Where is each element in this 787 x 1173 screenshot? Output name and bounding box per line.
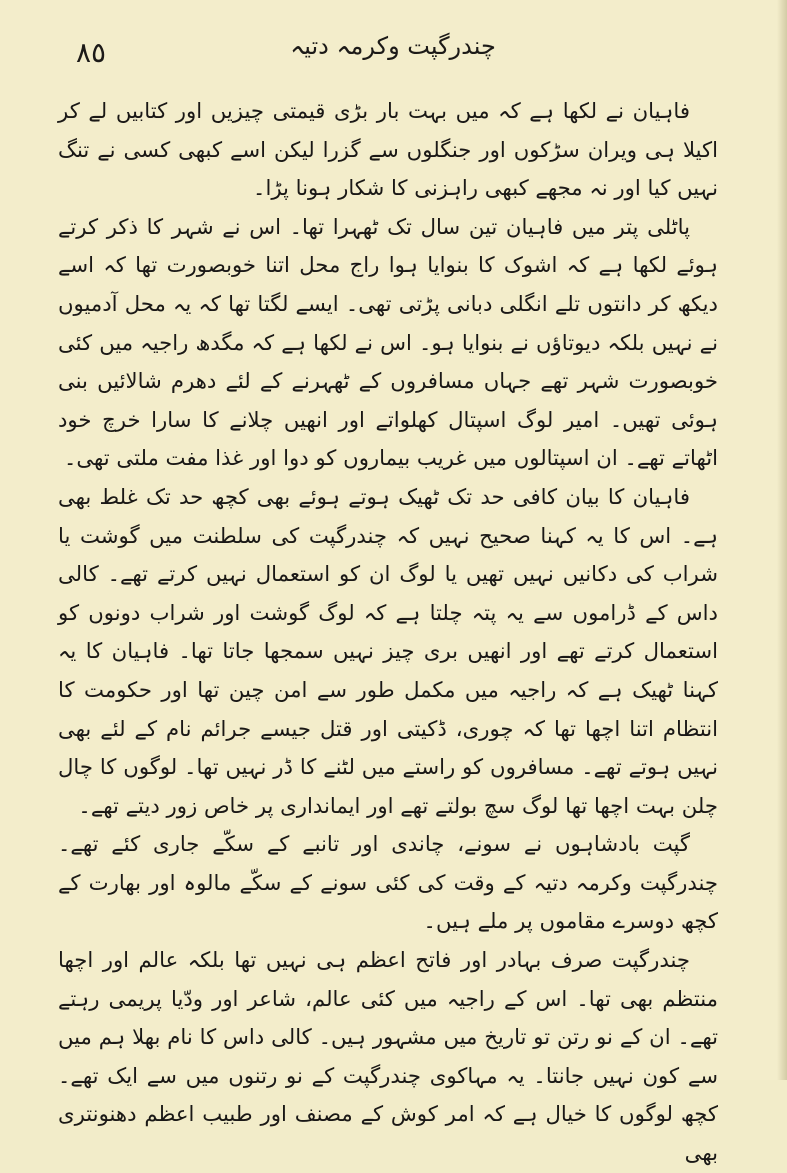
paragraph: چندرگپت صرف بہادر اور فاتح اعظم ہی نہیں تھا بلکہ عالم اور اچھا منتظم بھی تھا۔ اس کے راجیہ میں کئی عالم، شاعر اور ودّیا پریمی رہتے تھے۔ ان کے نو رتن تو تاریخ میں مشہور ہیں۔ کالی داس کا نام بھلا ہم میں سے کون نہیں جانتا۔ یہ مہاکوی چندرگپت کے نو رتنوں میں سے ایک تھے۔ کچھ لوگوں کا خیال ہے کہ امر کوش کے مصنف اور طبیب اعظم دھنونتری بھی [58, 947, 718, 1166]
paragraph: پاٹلی پتر میں فاہیان تین سال تک ٹھہرا تھا۔ اس نے شہر کا ذکر کرتے ہوئے لکھا ہے کہ اشوک کا بنوایا ہوا راج محل اتنا خوبصورت تھا کہ اسے دیکھ کر دانتوں تلے انگلی دبانی پڑتی تھی۔ ایسے لگتا تھا کہ یہ محل آدمیوں نے نہیں بلکہ دیوتاؤں نے بنوایا ہو۔ اس نے لکھا ہے کہ مگدھ راجیہ میں کئی خوبصورت شہر تھے جہاں مسافروں کے ٹھہرنے کے لئے دھرم شالائیں بنی ہوئی تھیں۔ امیر لوگ اسپتال کھلواتے اور انھیں چلانے کا سارا خرچ خود اٹھاتے تھے۔ ان اسپتالوں میں غریب بیماروں کو دوا اور غذا مفت ملتی تھی۔ [58, 213, 718, 471]
paragraph: گپت بادشاہوں نے سونے، چاندی اور تانبے کے سکّے جاری کئے تھے۔ چندرگپت وکرمہ دتیہ کے وقت کی کئی سونے کے سکّے مالوہ اور بھارت کے کچھ دوسرے مقاموں پر ملے ہیں۔ [58, 831, 718, 934]
running-title: چندرگپت وکرمہ دتیہ [290, 32, 496, 60]
paragraph: فاہیان نے لکھا ہے کہ میں بہت بار بڑی قیمتی چیزیں اور کتابیں لے کر اکیلا ہی ویران سڑکوں اور جنگلوں سے گزرا لیکن اسے کبھی کسی نے تنگ نہیں کیا اور نہ مجھے کبھی راہزنی کا شکار ہونا پڑا۔ [58, 98, 718, 201]
page-edge-shadow [777, 0, 787, 1080]
page-header [40, 28, 746, 76]
page-number: ٨٥ [76, 36, 107, 69]
body-text [58, 92, 718, 1173]
paragraph: فاہیان کا بیان کافی حد تک ٹھیک ہوتے ہوئے بھی کچھ حد تک غلط بھی ہے۔ اس کا یہ کہنا صحیح نہیں کہ چندرگپت کی سلطنت میں گوشت یا شراب کی دکانیں نہیں تھیں یا لوگ ان کو استعمال نہیں کرتے تھے۔ کالی داس کے ڈراموں سے یہ پتہ چلتا ہے کہ لوگ گوشت اور شراب دونوں کو استعمال کرتے تھے اور انھیں بری چیز نہیں سمجھا جاتا تھا۔ فاہیان کا یہ کہنا ٹھیک ہے کہ راجیہ میں مکمل طور سے امن چین تھا اور حکومت کا انتظام اتنا اچھا تھا کہ چوری، ڈکیتی اور قتل جیسے جرائم نام کے لئے بھی نہیں ہوتے تھے۔ مسافروں کو راستے میں لٹنے کا ڈر نہیں تھا۔ لوگوں کا چال چلن بہت اچھا تھا لوگ سچ بولتے تھے اور ایمانداری پر خاص زور دیتے تھے۔ [58, 483, 718, 818]
